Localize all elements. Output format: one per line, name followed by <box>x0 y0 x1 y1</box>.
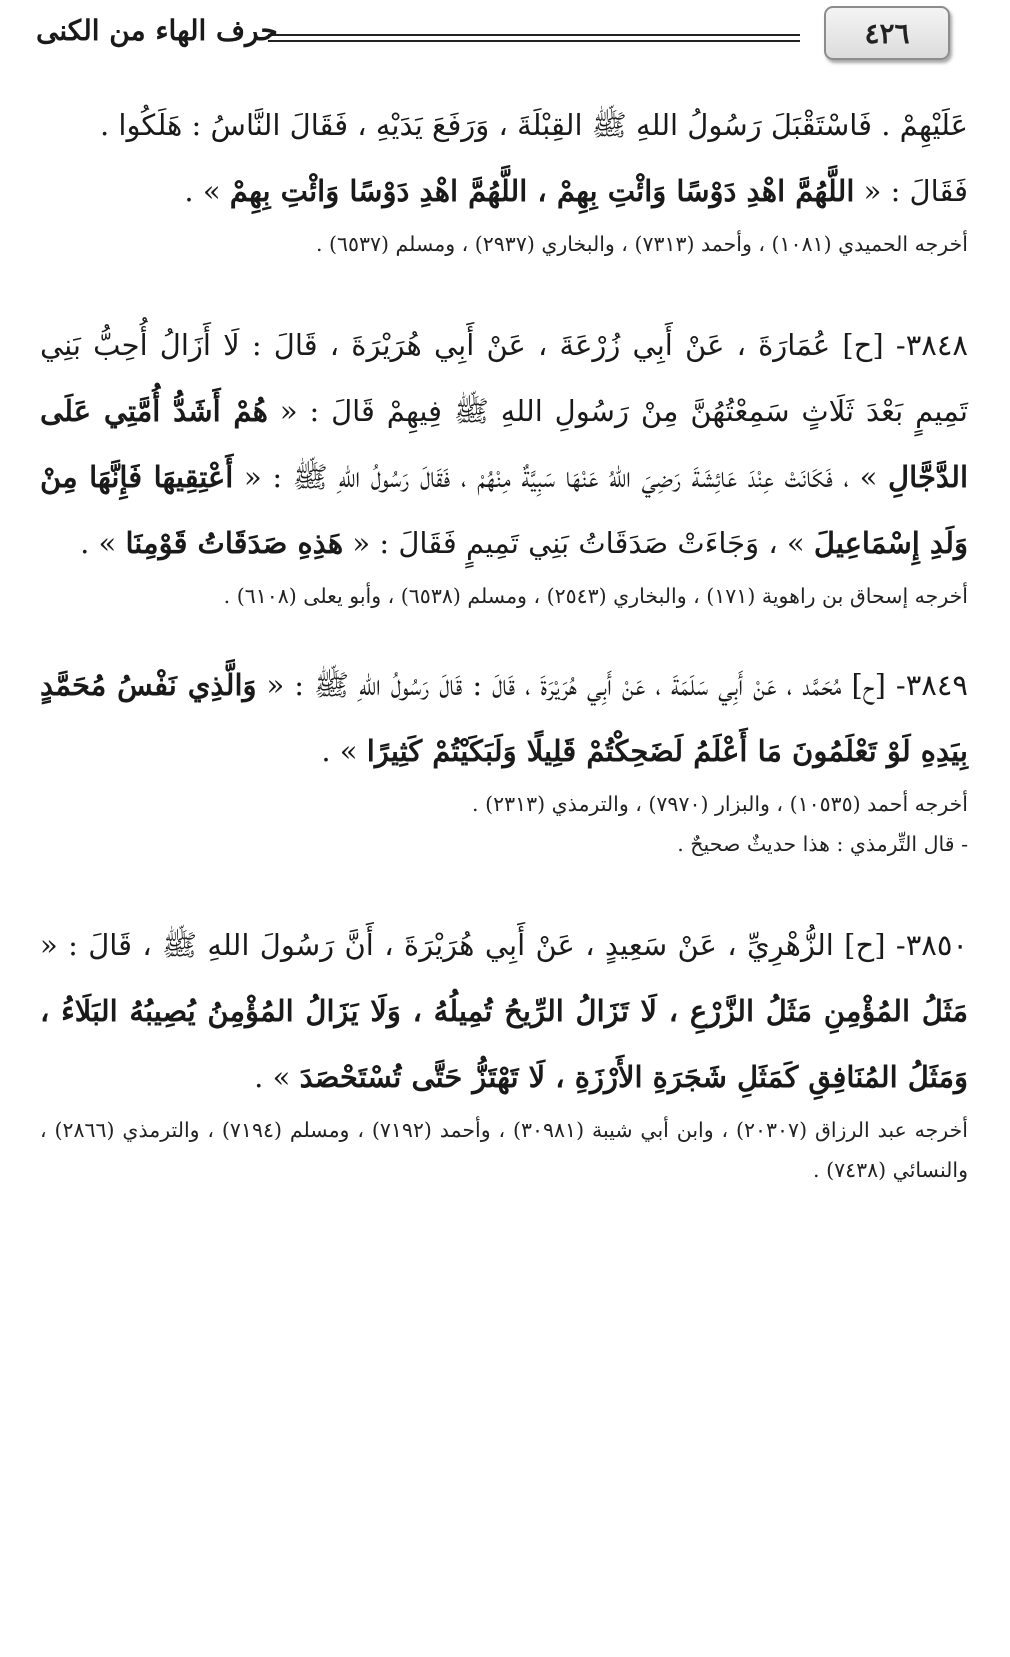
text-segment: ٣٨٤٩- [ح] مُحَمَّد ، عَنْ أَبِي سَلَمَةَ ، عَنْ أَبِي هُرَيْرَةَ ، قَالَ : قَالَ رَسُولُ اللهِ ﷺ : « <box>256 668 969 702</box>
page-header <box>36 6 950 64</box>
prophetic-quote: اللَّهُمَّ اهْدِ دَوْسًا وَائْتِ بِهِمْ ، اللَّهُمَّ اهْدِ دَوْسًا وَائْتِ بِهِمْ <box>229 174 855 208</box>
text-segment: » . <box>254 1060 300 1094</box>
page-body <box>40 92 968 1190</box>
page-number: ٤٢٦ <box>824 6 950 60</box>
chapter-title: حرف الهاء من الكنى <box>36 14 278 47</box>
hadith-3849 <box>40 652 968 784</box>
text-segment: » ، فَكَانَتْ عِنْدَ عَائِشَةَ رَضِيَ اللهُ عَنْهَا سَبِيَّةٌ مِنْهُمْ ، فَقَالَ رَسُولُ اللهِ ﷺ : « <box>233 460 889 494</box>
prophetic-quote: هُمْ أَشَدُّ أُمَّتِي عَلَى الدَّجَّالِ <box>40 394 968 494</box>
hadith-source-note: أخرجه إسحاق بن راهوية (١٧١) ، والبخاري (٢٥٤٣) ، ومسلم (٦٥٣٨) ، وأبو يعلى (٦١٠٨) . <box>223 584 968 608</box>
text-segment: » ، وَجَاءَتْ صَدَقَاتُ بَنِي تَمِيمٍ فَقَالَ : « <box>343 526 814 560</box>
tirmidhi-grading-note: - قال التِّرمذي : هذا حديثٌ صحيحٌ . <box>677 832 968 856</box>
hadith-source-note: أخرجه الحميدي (١٠٨١) ، وأحمد (٧٣١٣) ، والبخاري (٢٩٣٧) ، ومسلم (٦٥٣٧) . <box>315 232 968 256</box>
text-segment: ٣٨٤٨- [ح] عُمَارَةَ ، عَنْ أَبِي زُرْعَةَ ، عَنْ أَبِي هُرَيْرَةَ ، قَالَ : لَا أَزَالُ أُحِبُّ بَنِي تَمِيمٍ بَعْدَ ثَلَاثٍ سَمِعْتُهُنَّ مِنْ رَسُولِ اللهِ ﷺ فِيهِمْ قَالَ : « <box>40 328 968 428</box>
header-rule <box>268 34 800 42</box>
hadith-source-note: أخرجه أحمد (١٠٥٣٥) ، والبزار (٧٩٧٠) ، والترمذي (٢٣١٣) . <box>472 792 968 816</box>
text-segment: ٣٨٥٠- [ح] الزُّهْرِيِّ ، عَنْ سَعِيدٍ ، عَنْ أَبِي هُرَيْرَةَ ، أَنَّ رَسُولَ اللهِ ﷺ ، قَالَ : « <box>40 928 968 962</box>
text-segment: فَقَالَ : « <box>854 174 968 208</box>
text-segment: » . <box>184 174 230 208</box>
prophetic-quote: وَالَّذِي نَفْسُ مُحَمَّدٍ بِيَدِهِ لَوْ تَعْلَمُونَ مَا أَعْلَمُ لَضَحِكْتُمْ قَلِيلًا وَلَبَكَيْتُمْ كَثِيرًا <box>40 668 968 768</box>
prophetic-quote: مَثَلُ المُؤْمِنِ مَثَلُ الزَّرْعِ ، لَا تَزَالُ الرِّيحُ تُمِيلُهُ ، وَلَا يَزَالُ المُؤْمِنُ يُصِيبُهُ البَلَاءُ ، وَمَثَلُ المُنَافِقِ كَمَثَلِ شَجَرَةِ الأَرْزَةِ ، لَا تَهْتَزُّ حَتَّى تُسْتَحْصَدَ <box>40 994 968 1094</box>
text-segment: » . <box>80 526 126 560</box>
hadith-3850 <box>40 912 968 1110</box>
text-segment: » . <box>321 734 367 768</box>
hadith-source-note: أخرجه عبد الرزاق (٢٠٣٠٧) ، وابن أبي شيبة (٣٠٩٨١) ، وأحمد (٧١٩٢) ، ومسلم (٧١٩٤) ، والترمذي (٢٨٦٦) ، والنسائي (٧٤٣٨) . <box>40 1118 968 1182</box>
prophetic-quote: هَذِهِ صَدَقَاتُ قَوْمِنَا <box>125 526 344 560</box>
hadith-3848 <box>40 312 968 576</box>
hadith-continuation-quote-line <box>40 158 968 224</box>
hadith-continuation-line: عَلَيْهِمْ . فَاسْتَقْبَلَ رَسُولُ اللهِ ﷺ القِبْلَةَ ، وَرَفَعَ يَدَيْهِ ، فَقَالَ النَّاسُ : هَلَكُوا . <box>99 108 968 142</box>
prophetic-quote: أَعْتِقِيهَا فَإِنَّهَا مِنْ وَلَدِ إِسْمَاعِيلَ <box>40 460 968 560</box>
